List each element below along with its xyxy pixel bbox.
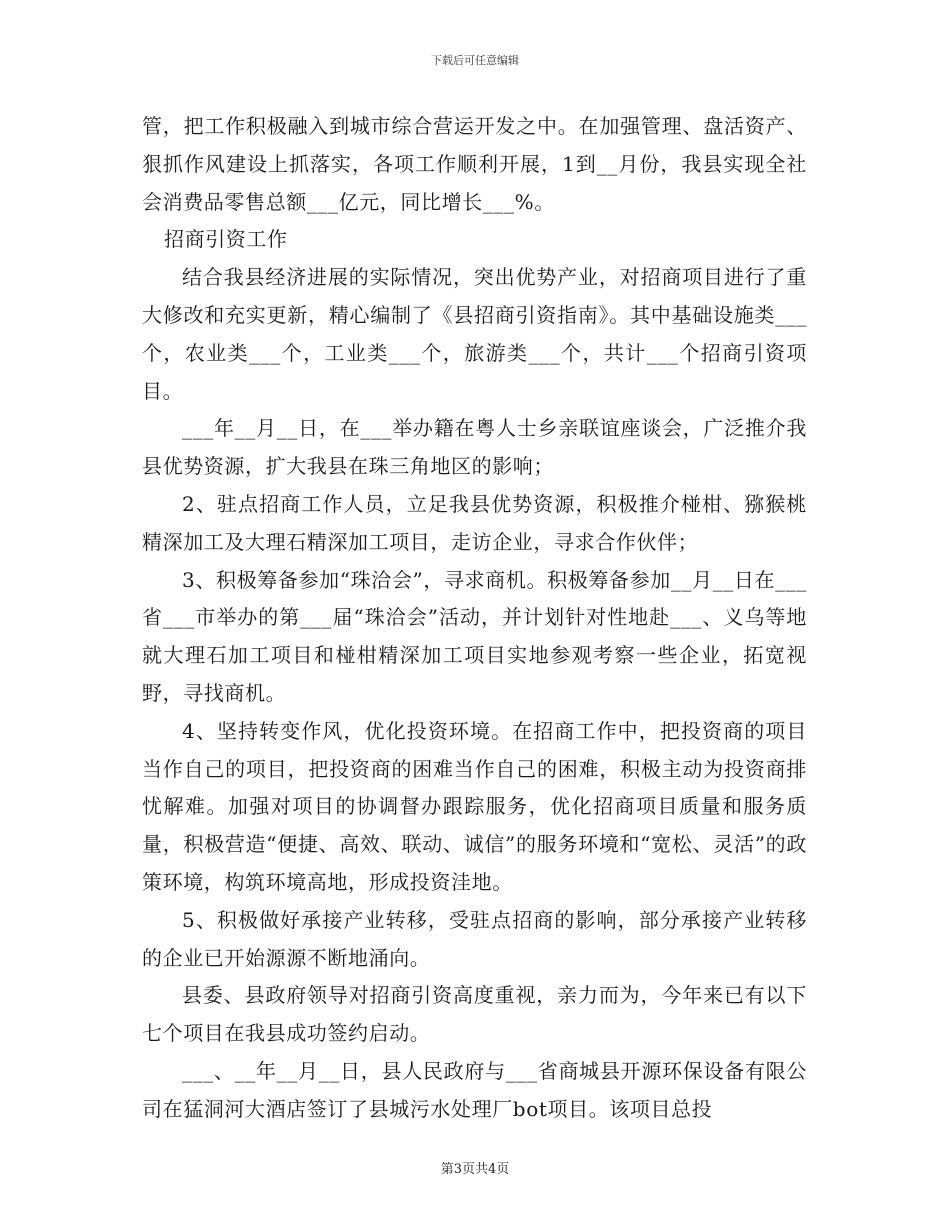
page-header: 下载后可任意编辑	[431, 54, 519, 67]
paragraph-1: 管，把工作积极融入到城市综合营运开发之中。在加强管理、盘活资产、狠抓作风建设上抓落实，各项工作顺利开展，1到__月份，我县实现全社会消费品零售总额___亿元，同比增长___%。	[142, 114, 807, 214]
paragraph-8: 县委、县政府领导对招商引资高度重视，亲力而为，今年来已有以下七个项目在我县成功签约启动。	[142, 983, 807, 1046]
section-heading: 招商引资工作	[164, 227, 288, 252]
paragraph-4: 2、驻点招商工作人员，立足我县优势资源，积极推介椪柑、猕猴桃精深加工及大理石精深加工项目，走访企业，寻求合作伙伴；	[142, 491, 807, 554]
paragraph-7: 5、积极做好承接产业转移，受驻点招商的影响，部分承接产业转移的企业已开始源源不断地涌向。	[142, 907, 807, 970]
page-footer: 第3页共4页	[440, 1162, 510, 1177]
paragraph-6: 4、坚持转变作风，优化投资环境。在招商工作中，把投资商的项目当作自己的项目，把投资商的困难当作自己的困难，积极主动为投资商排忧解难。加强对项目的协调督办跟踪服务，优化招商项目质量和服务质量，积极营造“便捷、高效、联动、诚信”的服务环境和“宽松、灵活”的政策环境，构筑环境高地，形成投资洼地。	[142, 718, 807, 894]
document-body	[142, 108, 807, 1129]
paragraph-9: ___、__年__月__日，县人民政府与___省商城县开源环保设备有限公司在猛洞河大酒店签订了县城污水处理厂bot项目。该项目总投	[142, 1058, 807, 1121]
paragraph-5: 3、积极筹备参加“珠洽会”，寻求商机。积极筹备参加__月__日在___省___市举办的第___届“珠洽会”活动，并计划针对性地赴___、义乌等地就大理石加工项目和椪柑精深加工项目实地参观考察一些企业，拓宽视野，寻找商机。	[142, 567, 807, 705]
paragraph-2: 结合我县经济进展的实际情况，突出优势产业，对招商项目进行了重大修改和充实更新，精心编制了《县招商引资指南》。其中基础设施类___个，农业类___个，工业类___个，旅游类___个，共计___个招商引资项目。	[142, 265, 807, 403]
paragraph-3: ___年__月__日，在___举办籍在粤人士乡亲联谊座谈会，广泛推介我县优势资源，扩大我县在珠三角地区的影响；	[142, 416, 807, 479]
